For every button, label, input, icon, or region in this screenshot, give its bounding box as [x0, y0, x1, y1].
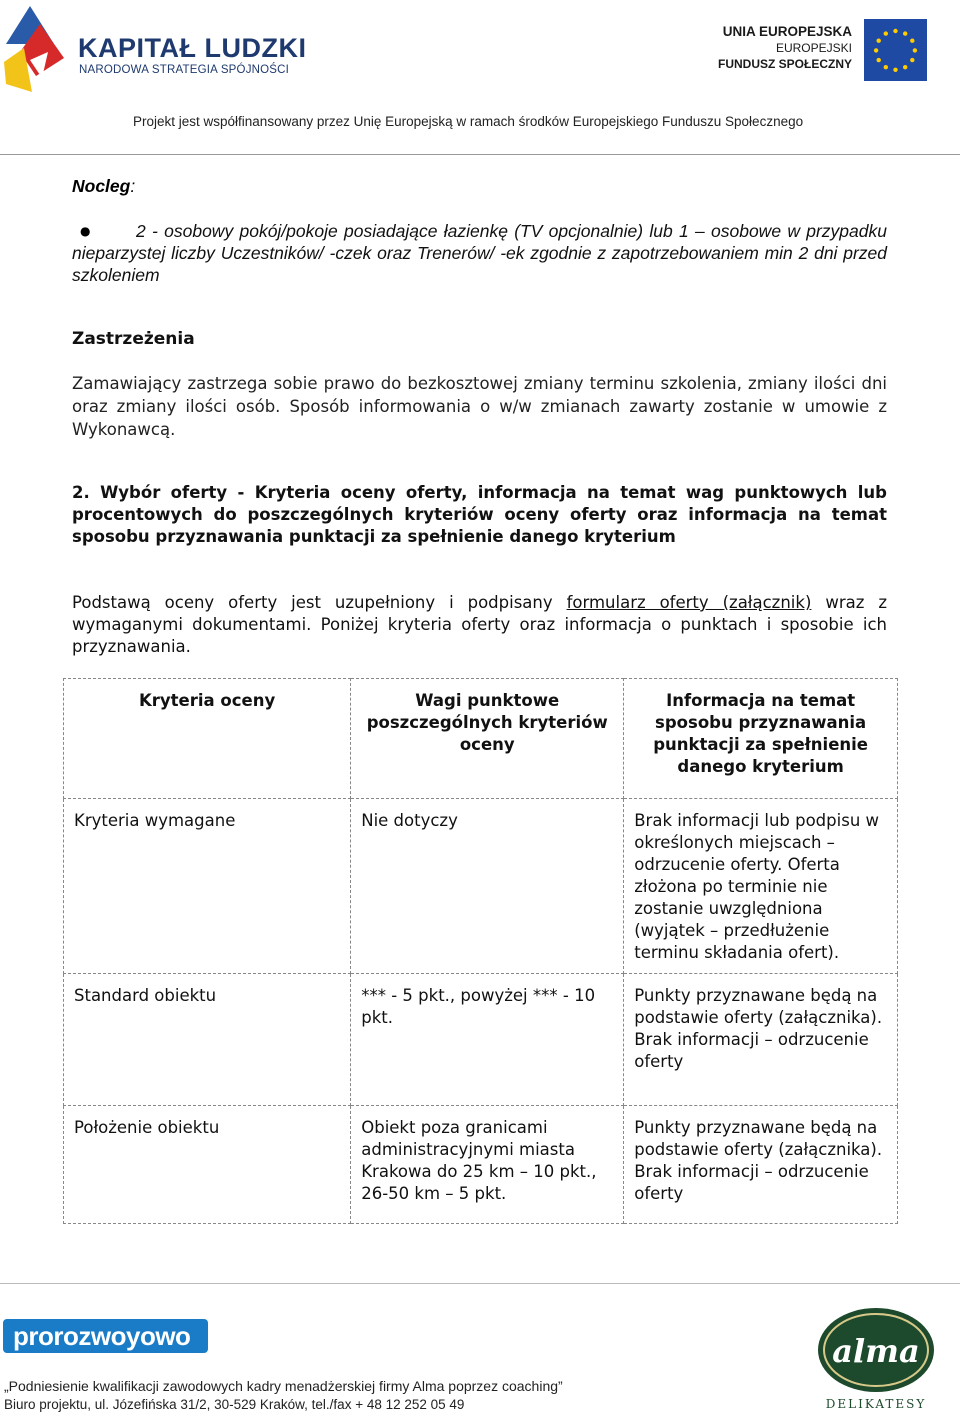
eu-text-block	[718, 24, 852, 72]
header-divider	[0, 154, 960, 155]
bullet-icon: ●	[80, 224, 91, 238]
criteria-table	[63, 678, 898, 1224]
zastrzezenia-text: Zamawiający zastrzega sobie prawo do bezkosztowej zmiany terminu szkolenia, zmiany ilości dni oraz zmiany ilości osób. Sposób informowania o w/w zmianach zawarty zostanie w umowie z Wykonawcą.	[72, 374, 887, 439]
table-cell: Punkty przyznawane będą na podstawie oferty (załącznika). Brak informacji – odrzucenie oferty	[624, 1106, 898, 1224]
table-cell: Standard obiektu	[64, 974, 351, 1106]
alma-logo-icon	[814, 1304, 938, 1412]
nocleg-colon: :	[130, 176, 136, 196]
section-2-paragraph	[72, 592, 887, 658]
nocleg-label: Nocleg	[72, 176, 131, 196]
footer-divider	[0, 1283, 960, 1284]
paragraph-start: Podstawą oceny oferty jest uzupełniony i podpisany	[72, 593, 567, 612]
kapital-ludzki-logo-icon	[2, 4, 68, 94]
table-row	[64, 799, 898, 974]
kapital-ludzki-subtitle: NARODOWA STRATEGIA SPÓJNOŚCI	[79, 64, 290, 76]
cofinance-note: Projekt jest współfinansowany przez Unię Europejską w ramach środków Europejskiego Funduszu Społecznego	[133, 114, 804, 129]
eu-line-2: EUROPEJSKI	[775, 41, 852, 55]
table-row	[64, 974, 898, 1106]
eu-line-1: UNIA EUROPEJSKA	[722, 24, 852, 39]
paragraph-end: wraz z wymaganymi dokumentami. Poniżej kryteria oferty oraz informacja o punktach i sposobie ich przyznawania.	[72, 593, 887, 656]
kapital-ludzki-title: KAPITAŁ LUDZKI	[78, 33, 307, 63]
zastrzezenia-title: Zastrzeżenia	[72, 329, 195, 349]
formularz-oferty-link[interactable]: formularz oferty (załącznik)	[566, 593, 812, 612]
section-2-heading: 2. Wybór oferty - Kryteria oceny oferty, informacja na temat wag punktowych lub procentowych do poszczególnych kryteriów oceny oferty oraz informacja na temat sposobu przyznawania punktacji za spełnienie danego kryterium	[72, 483, 887, 546]
nocleg-bullet-text: 2 - osobowy pokój/pokoje posiadające łazienkę (TV opcjonalnie) lub 1 – osobowe w przypadku nieparzystej liczby Uczestników/ -czek oraz Trenerów/ -ek zgodnie z zapotrzebowaniem min 2 dni przed szkoleniem	[72, 221, 887, 285]
table-header-row	[64, 679, 898, 799]
table-cell: Nie dotyczy	[351, 799, 624, 974]
svg-text:alma: alma	[832, 1332, 920, 1370]
eu-flag-icon	[864, 19, 927, 81]
table-cell: Obiekt poza granicami administracyjnymi miasta Krakowa do 25 km – 10 pkt., 26-50 km – 5 pkt.	[351, 1106, 624, 1224]
table-cell: Położenie obiektu	[64, 1106, 351, 1224]
project-office-address: Biuro projektu, ul. Józefińska 31/2, 30-529 Kraków, tel./fax + 48 12 252 05 49	[4, 1397, 465, 1412]
svg-text:DELIKATESY: DELIKATESY	[825, 1397, 927, 1411]
table-cell: Brak informacji lub podpisu w określonych miejscach – odrzucenie oferty. Oferta złożona po terminie nie zostanie uwzględniona (wyjątek – przedłużenie terminu składania ofert).	[624, 799, 898, 974]
prorozwojowo-logo-text: prorozwoyowo	[13, 1321, 191, 1351]
table-cell: Kryteria wymagane	[64, 799, 351, 974]
table-header-info: Informacja na temat sposobu przyznawania punktacji za spełnienie danego kryterium	[624, 679, 898, 799]
table-cell: Punkty przyznawane będą na podstawie oferty (załącznika). Brak informacji – odrzucenie oferty	[624, 974, 898, 1106]
eu-line-3: FUNDUSZ SPOŁECZNY	[717, 57, 852, 71]
nocleg-heading	[72, 176, 135, 197]
page-header	[0, 0, 960, 155]
table-cell: *** - 5 pkt., powyżej *** - 10 pkt.	[351, 974, 624, 1106]
project-title: „Podniesienie kwalifikacji zawodowych kadry menadżerskiej firmy Alma poprzez coaching”	[4, 1378, 563, 1394]
table-header-weights: Wagi punktowe poszczególnych kryteriów oceny	[351, 679, 624, 799]
table-row	[64, 1106, 898, 1224]
table-header-criteria: Kryteria oceny	[64, 679, 351, 799]
